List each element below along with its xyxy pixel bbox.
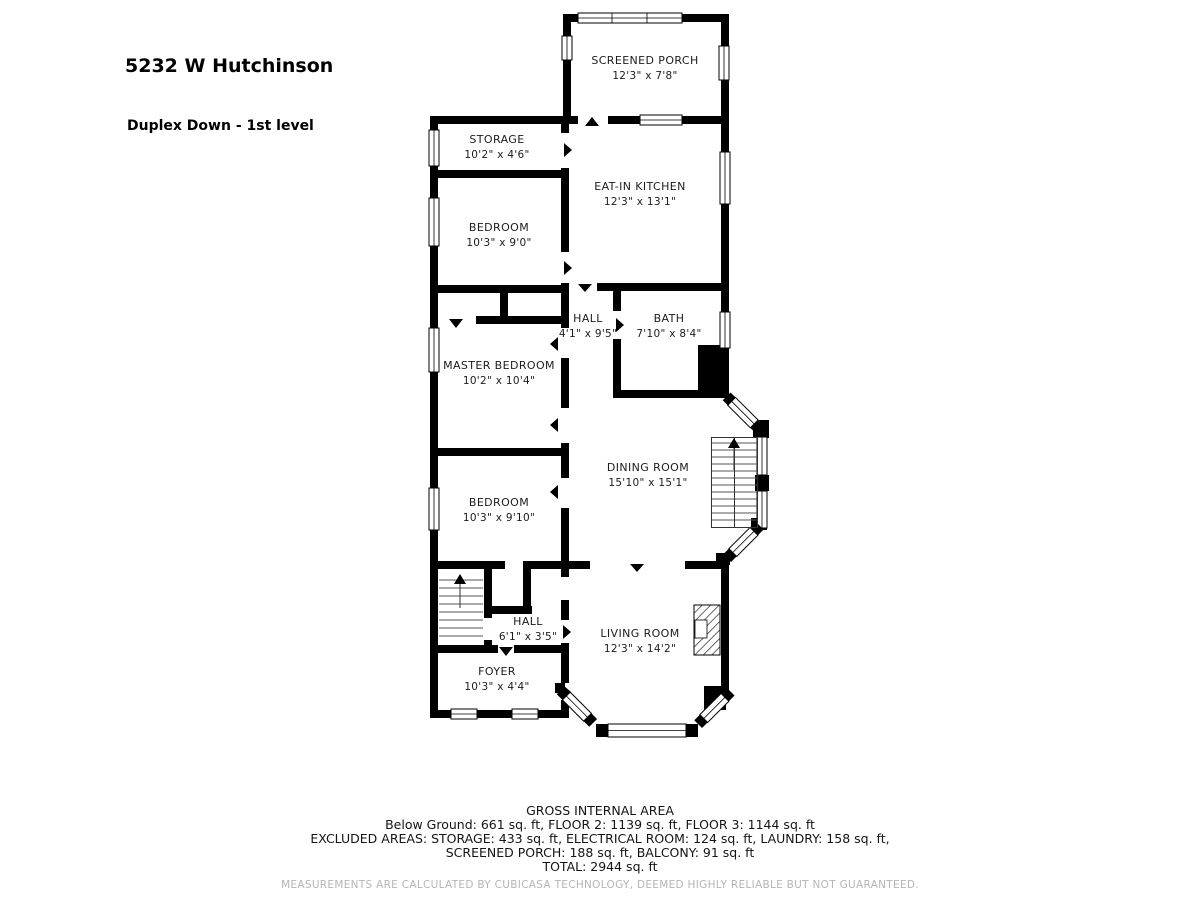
stairs-up-arrow bbox=[454, 574, 466, 584]
footer-group bbox=[281, 803, 919, 891]
room-label-screened-porch: SCREENED PORCH bbox=[591, 54, 699, 67]
room-label-bedroom-1: BEDROOM bbox=[468, 221, 530, 234]
room-label-master-bedroom: MASTER BEDROOM bbox=[443, 359, 555, 372]
room-dims-storage: 10'2" x 4'6" bbox=[464, 149, 530, 161]
room-label-living-room: LIVING ROOM bbox=[600, 627, 680, 640]
footer-heading: GROSS INTERNAL AREA bbox=[526, 803, 674, 818]
room-dims-hall-upper: 4'1" x 9'5" bbox=[558, 328, 618, 340]
room-dims-master-bedroom: 10'2" x 10'4" bbox=[462, 375, 536, 387]
room-label-foyer: FOYER bbox=[478, 665, 516, 678]
room-label-hall-lower: HALL bbox=[513, 615, 543, 628]
room-dims-kitchen: 12'3" x 13'1" bbox=[603, 196, 677, 208]
room-dims-bedroom-1: 10'3" x 9'0" bbox=[466, 237, 532, 249]
room-labels-group bbox=[443, 54, 702, 693]
room-dims-living-room: 12'3" x 14'2" bbox=[603, 643, 677, 655]
fireplace bbox=[694, 605, 720, 655]
staircase-foyer bbox=[439, 574, 483, 636]
footer-line-floors: Below Ground: 661 sq. ft, FLOOR 2: 1139 sq. ft, FLOOR 3: 1144 sq. ft bbox=[385, 817, 815, 832]
room-label-storage: STORAGE bbox=[469, 133, 525, 146]
room-dims-bath: 7'10" x 8'4" bbox=[636, 328, 702, 340]
room-label-hall-upper: HALL bbox=[573, 312, 603, 325]
room-dims-hall-lower: 6'1" x 3'5" bbox=[498, 631, 558, 643]
page-subtitle: Duplex Down - 1st level bbox=[127, 118, 314, 134]
footer-disclaimer: MEASUREMENTS ARE CALCULATED BY CUBICASA TECHNOLOGY, DEEMED HIGHLY RELIABLE BUT NOT GUARANTEED. bbox=[281, 879, 919, 891]
room-label-bedroom-2: BEDROOM bbox=[468, 496, 530, 509]
room-label-dining-room: DINING ROOM bbox=[606, 461, 690, 474]
page-title: 5232 W Hutchinson bbox=[125, 55, 334, 77]
room-dims-dining-room: 15'10" x 15'1" bbox=[608, 477, 688, 489]
room-label-bath: BATH bbox=[653, 312, 685, 325]
staircase-dining bbox=[712, 438, 758, 528]
footer-total: TOTAL: 2944 sq. ft bbox=[542, 859, 658, 874]
footer-line-excluded: EXCLUDED AREAS: STORAGE: 433 sq. ft, ELECTRICAL ROOM: 124 sq. ft, LAUNDRY: 158 sq. ft, bbox=[310, 831, 890, 846]
room-dims-foyer: 10'3" x 4'4" bbox=[464, 681, 530, 693]
room-dims-screened-porch: 12'3" x 7'8" bbox=[612, 70, 678, 82]
room-dims-bedroom-2: 10'3" x 9'10" bbox=[462, 512, 536, 524]
footer-line-excluded-2: SCREENED PORCH: 188 sq. ft, BALCONY: 91 sq. ft bbox=[445, 845, 755, 860]
room-label-kitchen: EAT-IN KITCHEN bbox=[594, 180, 686, 193]
